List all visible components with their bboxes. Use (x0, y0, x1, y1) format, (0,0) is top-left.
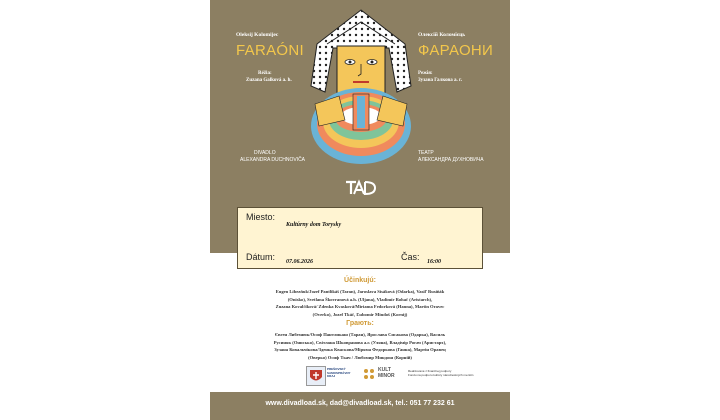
psk-line: PREŠOVSKÝ (327, 367, 346, 371)
cast-line-uk: Русиняк (Онисько), Світлана Шковранова а.г. (Уляна), Владімір Рогач (Аристарх), (273, 339, 447, 345)
funding-note (408, 370, 473, 377)
date-value: 07.06.2026 (286, 259, 313, 265)
kult-line: KULT (378, 367, 391, 373)
cast-line-uk: Євген Либезнюк/Осиф Пантликаш (Таран), Ярослава Сисакова (Одарка), Василь (274, 332, 446, 337)
author-sk: Oleksij Kolomijec (236, 32, 279, 38)
psk-line: SAMOSPRÁVNY (327, 370, 351, 375)
kult-minor-text (378, 367, 395, 379)
cast-line-uk: (Оверко) Осиф Ткач / Любомир Миндош (Корній) (308, 354, 412, 360)
cast-line-sk: Eugen Libezňuk/Jozef Pantlikáš (Taran), Jaroslava Sisáková (Odarka), Vasiľ Rusiňák (275, 289, 445, 294)
cast-list-sk (230, 288, 490, 318)
cast-line-sk: Zuzana Kovalčíková/ Zdenka Kvasková/Miriama Fedorková (Hanna), Martin Oravec (275, 304, 445, 309)
director-name-uk: Зузана Галкова а. г. (418, 78, 462, 83)
psk-line: KRAJ (327, 374, 336, 378)
cast-list-uk (230, 331, 490, 361)
kult-line: MINOR (378, 373, 395, 379)
theatre-sk-line2: ALEXANDRA DUCHNOVIČA (240, 157, 306, 163)
cast-heading-sk: Účinkujú: (344, 277, 376, 284)
director-label-uk: Режія: (418, 71, 433, 76)
director-label-sk: Réžia: (258, 71, 272, 76)
cast-heading-uk: Грають: (346, 320, 374, 327)
date-label: Dátum: (246, 252, 276, 262)
kult-minor-icon (362, 367, 376, 381)
psk-text (327, 368, 351, 379)
psk-crest-icon (307, 367, 325, 385)
title-sk: FARAÓNI (236, 42, 304, 59)
author-uk: Олексій Коломієць (418, 32, 466, 38)
event-info-box (237, 207, 483, 269)
cast-line-uk: Зузана Ковальчікова/Зденка Квaскова/Міряма Федоркова (Ганна), Мартін Оравец (274, 347, 446, 352)
place-value: Kultúrny dom Torysky (286, 222, 342, 228)
footer-contact: www.divadload.sk, dad@divadload.sk, tel.: 051 77 232 61 (265, 400, 455, 407)
poster (210, 0, 510, 420)
theatre-uk-line1: ТЕАТР (418, 150, 434, 156)
theatre-sk-line1: DIVADLO (254, 150, 276, 156)
psk-logo (306, 366, 326, 386)
title-uk: ФАРАОНИ (418, 42, 494, 59)
director-name-sk: Zuzana Galková a. h. (246, 78, 292, 83)
cast-line-sk: (Overko), Jozef Tkáč, Ľubomír Mindoš (Kornij) (312, 311, 408, 317)
cast-line-sk: (Onisko), Svetlana Škovranová a.h. (Uljana), Vladimír Rohač (Aristarch), (287, 296, 433, 302)
theatre-logo (344, 178, 376, 198)
time-value: 16:00 (427, 259, 441, 265)
place-label: Miesto: (246, 212, 276, 222)
funding-note-line: Realizované z finančnej podpory (408, 369, 452, 373)
time-label: Čas: (401, 252, 420, 262)
pharaoh-illustration (305, 8, 417, 166)
funding-note-line: Fondu na podporu kultúry národnostných menšín (408, 372, 474, 377)
theatre-uk-line2: АЛЕКСАНДРА ДУХНОВИЧА (418, 157, 484, 163)
